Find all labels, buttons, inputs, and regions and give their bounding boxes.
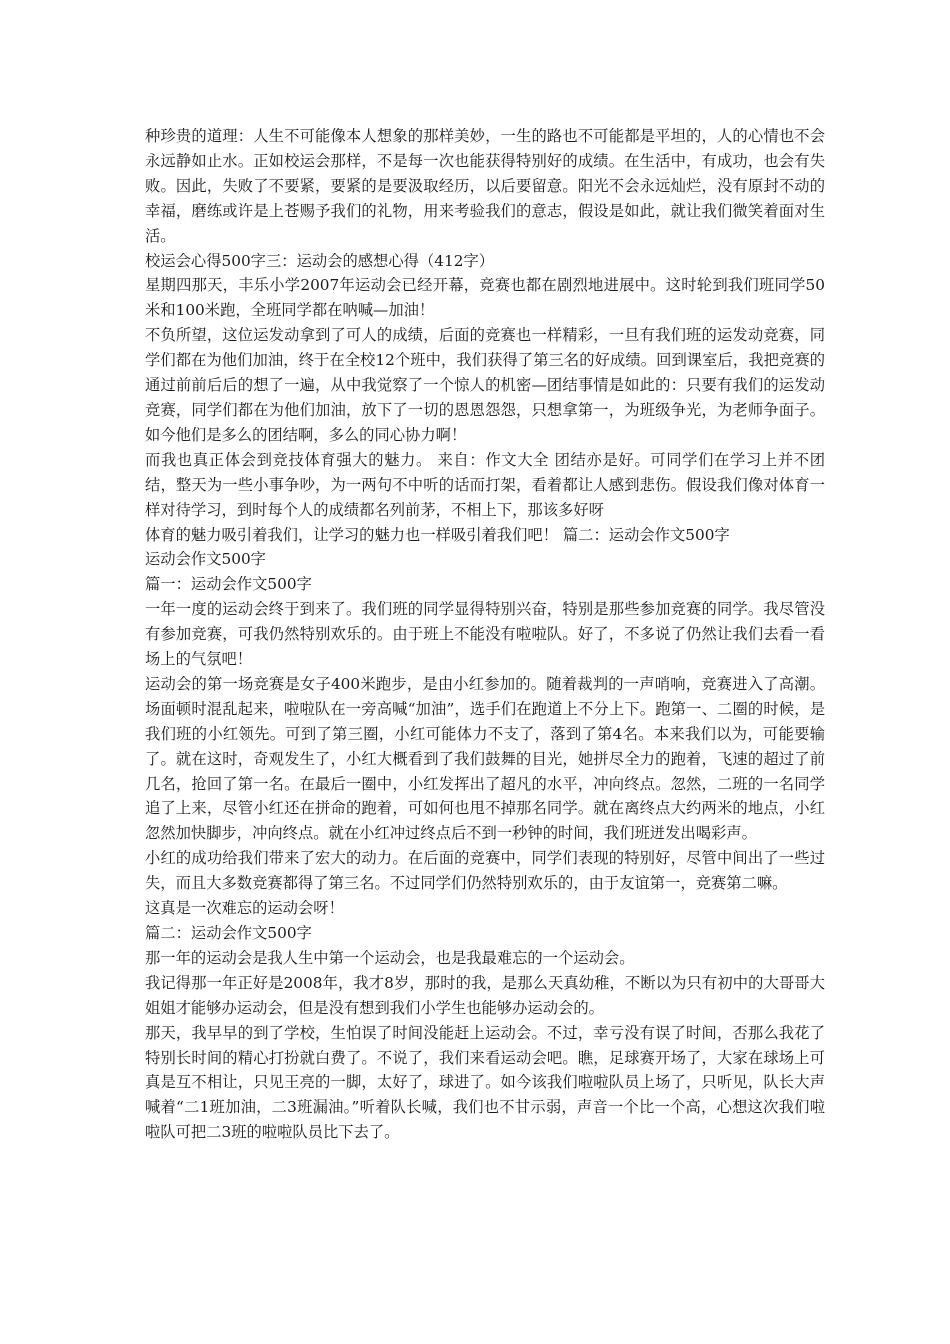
document-body: [145, 124, 825, 1145]
paragraph: 小红的成功给我们带来了宏大的动力。在后面的竞赛中，同学们表现的特别好，尽管中间出了一些过失，而且大多数竞赛都得了第三名。不过同学们仍然特别欢乐的，由于友谊第一，竞赛第二嘛。: [145, 849, 825, 893]
paragraph: 一年一度的运动会终于到来了。我们班的同学显得特别兴奋，特别是那些参加竞赛的同学。我尽管没有参加竞赛，可我仍然特别欢乐的。由于班上不能没有啦啦队。好了，不多说了仍然让我们去看一看场上的气氛吧！: [145, 600, 825, 669]
section-heading: 篇一：运动会作文500字: [145, 575, 312, 594]
paragraph: 种珍贵的道理：人生不可能像本人想象的那样美妙，一生的路也不可能都是平坦的，人的心情也不会永远静如止水。正如校运会那样，不是每一次也能获得特别好的成绩。在生活中，有成功，也会有失败。因此，失败了不要紧，要紧的是要汲取经历，以后要留意。阳光不会永远灿烂，没有原封不动的幸福，磨练或许是上苍赐予我们的礼物，用来考验我们的意志，假设是如此，就让我们微笑着面对生活。: [145, 127, 825, 245]
section-heading: 篇二：运动会作文500字: [145, 924, 312, 942]
paragraph: 而我也真正体会到竞技体育强大的魅力。 来自：作文大全 团结亦是好。可同学们在学习上并不团结，整天为一些小事争吵，为一两句不中听的话而打架，看着都让人感到悲伤。假设我们像对体育一样对待学习，到时每个人的成绩都名列前茅，不相上下，那该多好呀: [145, 450, 825, 519]
paragraph: 运动会的第一场竞赛是女子400米跑步，是由小红参加的。随着裁判的一声哨响，竞赛进入了高潮。场面顿时混乱起来，啦啦队在一旁高喊“加油”，选手们在跑道上不分上下。跑第一、二圈的时候，是我们班的小红领先。可到了第三圈，小红可能体力不支了，落到了第4名。本来我们以为，可能要输了。就在这时，奇观发生了，小红大概看到了我们鼓舞的目光，她拼尽全力的跑着，飞速的超过了前几名，抢回了第一名。在最后一圈中，小红发挥出了超凡的水平，冲向终点。忽然，二班的一名同学追了上来，尽管小红还在拼命的跑着，可如何也甩不掉那名同学。就在离终点大约两米的地点，小红忽然加快脚步，冲向终点。就在小红冲过终点后不到一秒钟的时间，我们班迸发出喝彩声。: [145, 674, 825, 843]
paragraph: 那天，我早早的到了学校，生怕误了时间没能赶上运动会。不过，幸亏没有误了时间，否那么我花了特别长时间的精心打扮就白费了。不说了，我们来看运动会吧。瞧，足球赛开场了，大家在球场上可真是互不相让，只见王亮的一脚，太好了，球进了。如今该我们啦啦队员上场了，只听见，队长大声喊着“二1班加油，二3班漏油。”听着队长喊，我们也不甘示弱，声音一个比一个高，心想这次我们啦啦队可把二3班的啦啦队员比下去了。: [145, 1023, 825, 1142]
paragraph: 体育的魅力吸引着我们，让学习的魅力也一样吸引着我们吧！ 篇二：运动会作文500字: [145, 525, 730, 544]
paragraph: 星期四那天，丰乐小学2007年运动会已经开幕，竞赛也都在剧烈地进展中。这时轮到我们班同学50米和100米跑，全班同学都在呐喊—加油！: [145, 276, 825, 320]
paragraph: 那一年的运动会是我人生中第一个运动会，也是我最难忘的一个运动会。: [145, 948, 635, 967]
paragraph: 不负所望，这位运发动拿到了可人的成绩，后面的竞赛也一样精彩，一旦有我们班的运发动竞赛，同学们都在为他们加油，终于在全校12个班中，我们获得了第三名的好成绩。回到课室后，我把竞赛的通过前前后后的想了一遍，从中我觉察了一个惊人的机密—团结事情是如此的：只要有我们的运发动竞赛，同学们都在为他们加油，放下了一切的恩恩怨怨，只想拿第一，为班级争光，为老师争面子。如今他们是多么的团结啊，多么的同心协力啊！: [145, 326, 825, 444]
paragraph: 我记得那一年正好是2008年，我才8岁，那时的我，是那么天真幼稚，不断以为只有初中的大哥哥大姐姐才能够办运动会，但是没有想到我们小学生也能够办运动会的。: [145, 973, 825, 1017]
section-heading: 校运会心得500字三：运动会的感想心得（412字）: [145, 251, 495, 270]
paragraph: 这真是一次难忘的运动会呀！: [145, 899, 344, 918]
section-heading: 运动会作文500字: [145, 550, 266, 569]
